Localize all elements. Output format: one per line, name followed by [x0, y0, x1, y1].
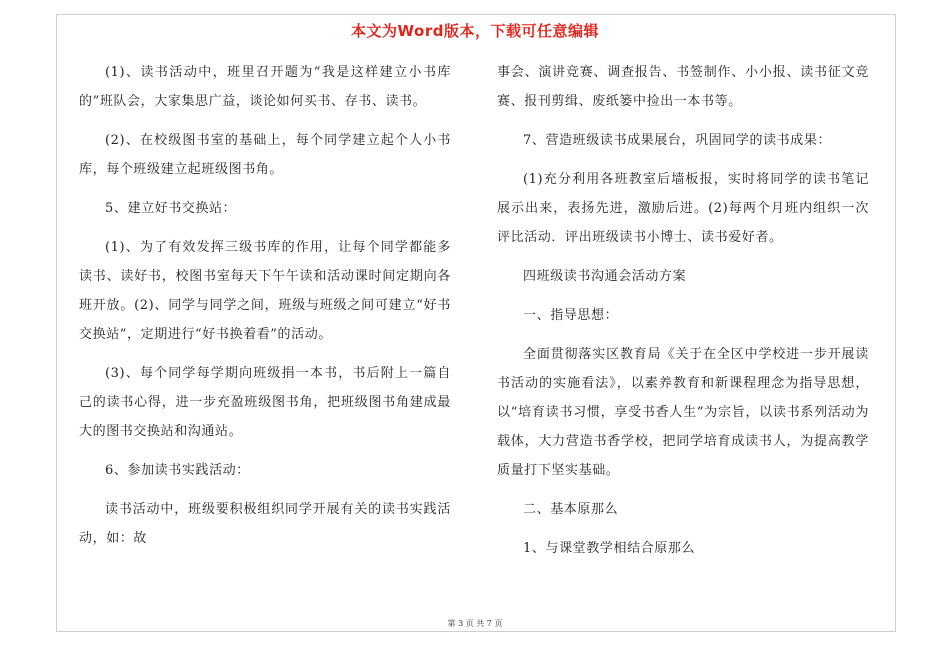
paragraph: (3)、每个同学每学期向班级捐一本书，书后附上一篇自己的读书心得，进一步充盈班级图书角，把班级图书角建成最大的图书交换站和沟通站。 — [79, 366, 451, 439]
paragraph: (1)、为了有效发挥三级书库的作用，让每个同学都能多读书、读好书，校图书室每天下午午读和活动课时间定期向各班开放。(2)、同学与同学之间，班级与班级之间可建立“好书交换站”，定期进行“好书换着看”的活动。 — [79, 240, 451, 342]
section-heading: 1、与课堂教学相结合原那么 — [523, 541, 696, 556]
word-version-banner: 本文为Word版本，下载可任意编辑 — [351, 22, 599, 40]
section-heading: 二、基本原那么 — [523, 502, 619, 517]
paragraph: 读书活动中，班级要积极组织同学开展有关的读书实践活动，如：故 — [79, 502, 451, 546]
section-heading: 6、参加读书实践活动： — [105, 463, 250, 478]
page-number-footer: 第 3 页 共 7 页 — [447, 619, 503, 628]
paragraph-continuation: 事会、演讲竞赛、调查报告、书签制作、小小报、读书征文竞赛、报刊剪缉、废纸篓中捡出一本书等。 — [497, 65, 869, 109]
paragraph: 全面贯彻落实区教育局《关于在全区中学校进一步开展读书活动的实施看法》，以素养教育和新课程理念为指导思想，以“培育读书习惯，享受书香人生”为宗旨，以读书系列活动为载体，大力营造书香学校，把同学培育成读书人，为提高教学质量打下坚实基础。 — [497, 347, 869, 478]
section-heading: 5、建立好书交换站： — [105, 201, 237, 216]
paragraph: (1)、读书活动中，班里召开题为“我是这样建立小书库的”班队会，大家集思广益，谈论如何买书、存书、读书。 — [79, 65, 451, 109]
right-column — [497, 58, 869, 573]
left-column — [79, 58, 451, 563]
paragraph: (2)、在校级图书室的基础上，每个同学建立起个人小书库，每个班级建立起班级图书角。 — [79, 133, 451, 177]
section-heading: 一、指导思想： — [523, 308, 619, 323]
paragraph: (1)充分利用各班教室后墙板报，实时将同学的读书笔记展示出来，表扬先进，激励后进。(2)每两个月班内组织一次评比活动．评出班级读书小博士、读书爱好者。 — [497, 172, 869, 245]
section-title: 四班级读书沟通会活动方案 — [523, 269, 687, 284]
section-heading: 7、营造班级读书成果展台，巩固同学的读书成果： — [523, 133, 832, 148]
